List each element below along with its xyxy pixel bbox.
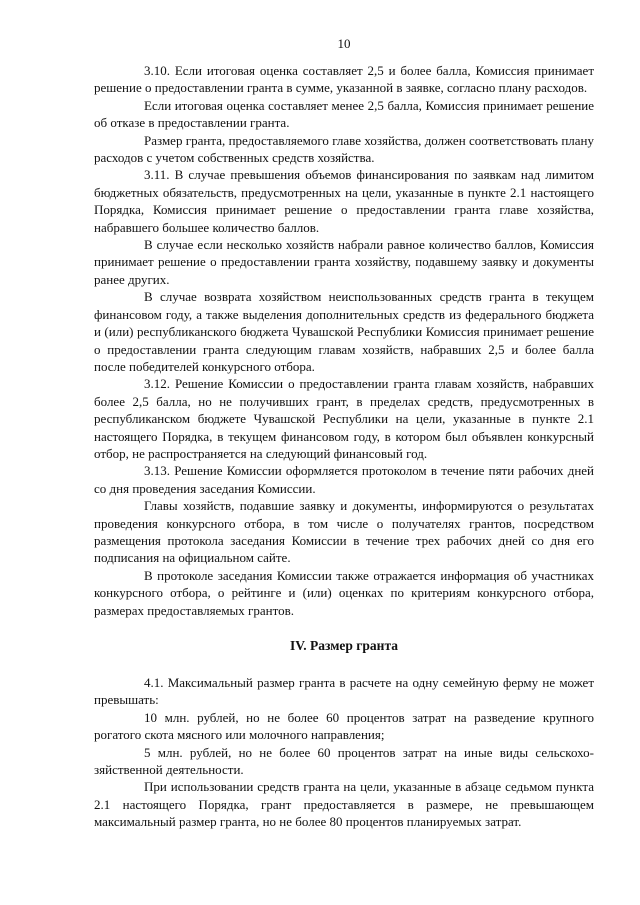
paragraph: В случае если несколько хозяйств набрали равное количество баллов, Комиссия принимает решение о предоставлении гранта хозяйству, подавшему заявку и документы ранее других. xyxy=(94,237,594,287)
paragraph: 3.10. Если итоговая оценка составляет 2,5 и более балла, Комиссия принимает решение о предоставлении гранта в сумме, указанной в заявке, согласно плану расходов. xyxy=(94,63,594,96)
document-page xyxy=(94,36,594,831)
section-heading: IV. Размер гранта xyxy=(289,638,399,653)
paragraph: Главы хозяйств, подавшие заявку и документы, информируются о результатах проведения конкурсного отбора, в том числе о получателях грантов, посредством размещения протокола заседания Комиссии в течение трех рабочих дней со дня его подписания на официальном сайте. xyxy=(94,498,594,566)
paragraph: 10 млн. рублей, но не более 60 процентов затрат на разведение крупного рогатого скота мясного или молочного направления; xyxy=(94,709,594,743)
page-number: 10 xyxy=(337,36,351,51)
paragraph: 3.12. Решение Комиссии о предоставлении гранта главам хозяйств, набравших более 2,5 балла, но не получивших грант, в пределах средств, предусмотренных в республиканском бюджете Чувашской Республики на цели, указанные в пункте 2.1 настоящего Порядка, в текущем финансовом году, в котором был объявлен конкурсный отбор, не распространяется на следующий финансовый год. xyxy=(94,376,594,461)
paragraph: Если итоговая оценка составляет менее 2,5 балла, Комиссия принимает решение об отказе в предоставлении гранта. xyxy=(94,97,594,131)
paragraph: 3.13. Решение Комиссии оформляется протоколом в течение пяти рабочих дней со дня проведения заседания Комиссии. xyxy=(94,463,594,496)
paragraph: Размер гранта, предоставляемого главе хозяйства, должен соответствовать плану расходов с учетом собственных средств хозяйства. xyxy=(94,132,594,166)
paragraph: В протоколе заседания Комиссии также отражается информация об участниках конкурсного отбора, о рейтинге и (или) оценках по критериям конкурсного отбора, размерах предоставляемых грантов. xyxy=(94,567,594,618)
paragraph: При использовании средств гранта на цели, указанные в абзаце седьмом пункта 2.1 настоящего Порядка, грант предоставляется в размере, не превышающем максимальный размер гранта, но не более 80 процентов планируемых затрат. xyxy=(94,779,594,830)
paragraph: 3.11. В случае превышения объемов финансирования по заявкам над лимитом бюджетных обязательств, предусмотренных на цели, указанные в пункте 2.1 настоящего Порядка, Комиссия принимает решение о предоставлении гранта главе хозяйства, набравшего большее количество баллов. xyxy=(94,167,594,235)
paragraph: 4.1. Максимальный размер гранта в расчете на одну семейную ферму не может превышать: xyxy=(94,675,594,708)
paragraph: В случае возврата хозяйством неиспользованных средств гранта в текущем финансовом году, а также выделения дополнительных средств из федерального бюджета и (или) республиканского бюджета Чувашской Республики Комиссия принимает решение о предоставлении гранта следующим главам хозяйств, набравших 2,5 и более балла после победителей конкурсного отбора. xyxy=(94,289,594,374)
paragraph: 5 млн. рублей, но не более 60 процентов затрат на иные виды сельскохозяйственной деятельности. xyxy=(94,744,594,778)
document-body xyxy=(94,62,594,831)
